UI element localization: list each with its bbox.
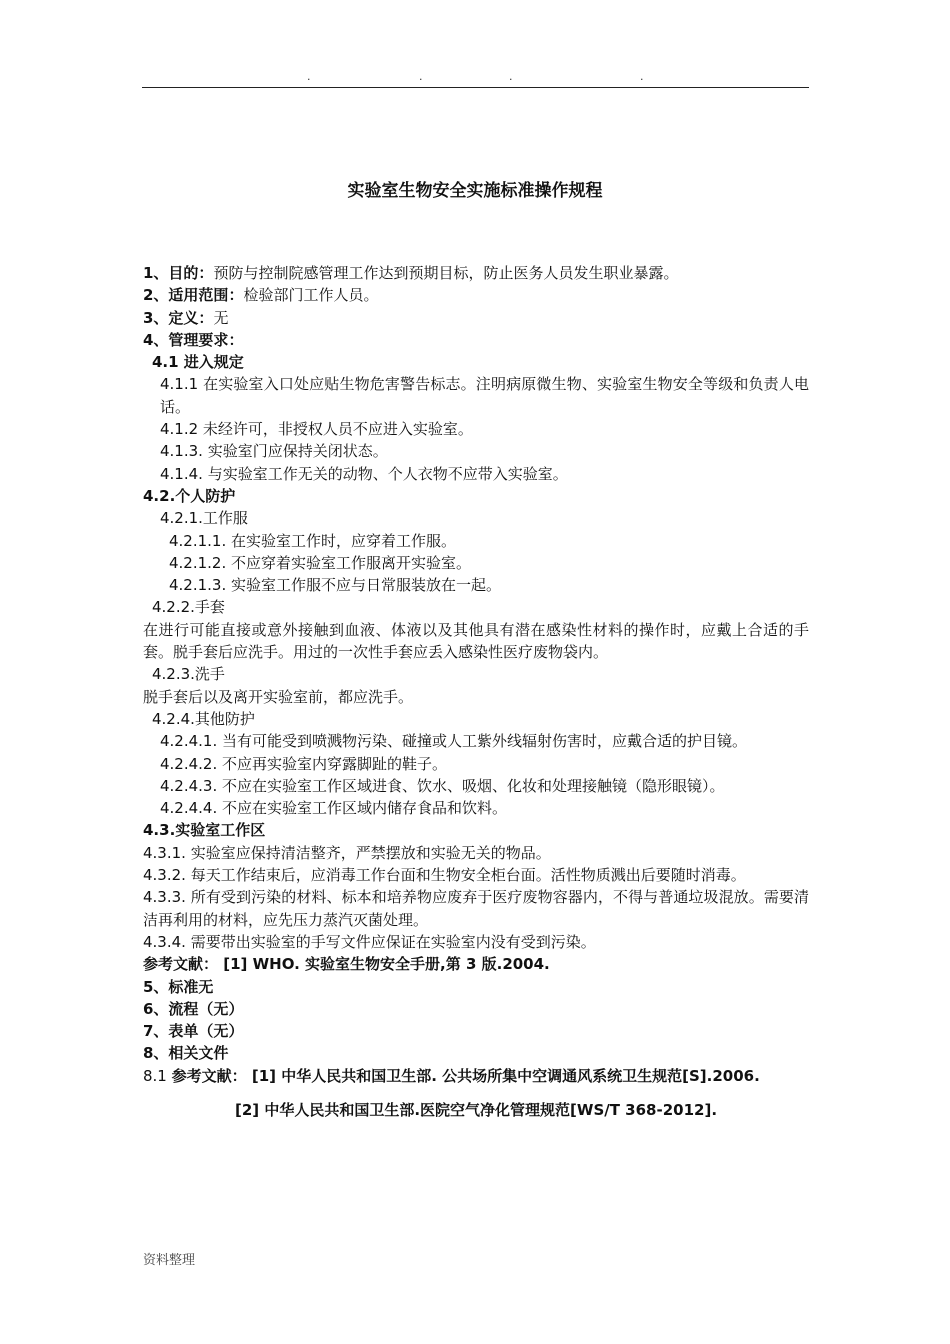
section-text: 无 [213, 308, 229, 327]
header-dot: . [640, 70, 644, 83]
section-text: 检验部门工作人员。 [243, 286, 379, 305]
document-title: 实验室生物安全实施标准操作规程 [347, 181, 603, 201]
section-5: 5、标准无 [143, 977, 214, 996]
heading-4-2: 4.2.个人防护 [143, 486, 236, 505]
section-8: 8、相关文件 [143, 1044, 229, 1063]
section-text: 预防与控制院感管理工作达到预期目标，防止医务人员发生职业暴露。 [213, 264, 679, 282]
paragraph-4-2-2: 在进行可能直接或意外接触到血液、体液以及其他具有潜在感染性材料的操作时，应戴上合适的手套。脱手套后应洗手。用过的一次性手套应丢入感染性医疗废物袋内。 [143, 620, 809, 662]
section-3 [143, 307, 809, 329]
item-4-2-4-3: 4.2.4.3. 不应在实验室工作区域进食、饮水、吸烟、化妆和处理接触镜（隐形眼镜）。 [160, 776, 725, 795]
reference-1: 参考文献： [1] WHO. 实验室生物安全手册,第 3 版.2004. [143, 955, 550, 974]
item-4-3-1: 4.3.1. 实验室应保持清洁整齐，严禁摆放和实验无关的物品。 [143, 843, 551, 862]
item-8-1 [143, 1065, 809, 1087]
item-4-2-4-4: 4.2.4.4. 不应在实验室工作区域内储存食品和饮料。 [160, 799, 508, 818]
section-label: 2、适用范围： [143, 286, 244, 305]
item-4-1-4: 4.1.4. 与实验室工作无关的动物、个人衣物不应带入实验室。 [160, 464, 568, 483]
paragraph-4-2-3: 脱手套后以及离开实验室前，都应洗手。 [143, 687, 414, 706]
reference-2: [2] 中华人民共和国卫生部.医院空气净化管理规范[WS/T 368-2012]. [234, 1100, 718, 1119]
header-dots [0, 70, 950, 84]
heading-4-2-3: 4.2.3.洗手 [152, 665, 225, 684]
item-text: 参考文献： [1] 中华人民共和国卫生部. 公共场所集中空调通风系统卫生规范[S].2006. [171, 1066, 760, 1085]
item-4-3-4: 4.3.4. 需要带出实验室的手写文件应保证在实验室内没有受到污染。 [143, 932, 596, 951]
section-label: 3、定义： [143, 308, 214, 327]
heading-4-2-2: 4.2.2.手套 [152, 598, 225, 617]
item-4-2-1-1: 4.2.1.1. 在实验室工作时，应穿着工作服。 [169, 531, 457, 550]
item-4-1-2: 4.1.2 未经许可，非授权人员不应进入实验室。 [160, 420, 473, 439]
section-7: 7、表单（无） [143, 1022, 244, 1041]
section-4: 4、管理要求： [143, 330, 244, 349]
heading-4-2-1: 4.2.1.工作服 [160, 509, 248, 528]
item-4-1-1: 4.1.1 在实验室入口处应贴生物危害警告标志。注明病原微生物、实验室生物安全等级和负责人电话。 [160, 375, 809, 416]
item-4-2-1-2: 4.2.1.2. 不应穿着实验室工作服离开实验室。 [169, 553, 472, 572]
heading-4-3: 4.3.实验室工作区 [143, 821, 266, 840]
header-rule [142, 87, 809, 88]
item-number: 8.1 [143, 1066, 172, 1085]
item-4-2-1-3: 4.2.1.3. 实验室工作服不应与日常服装放在一起。 [169, 576, 502, 595]
section-1 [143, 262, 809, 284]
header-dot: . [419, 70, 423, 83]
section-2 [143, 284, 809, 306]
item-4-3-3: 4.3.3. 所有受到污染的材料、标本和培养物应废弃于医疗废物容器内，不得与普通垃圾混放。需要清洁再利用的材料，应先压力蒸汽灭菌处理。 [143, 888, 809, 929]
heading-4-1: 4.1 进入规定 [152, 353, 244, 372]
header-dot: . [509, 70, 513, 83]
document-body [143, 262, 809, 1121]
item-4-3-2: 4.3.2. 每天工作结束后，应消毒工作台面和生物安全柜台面。活性物质溅出后要随时消毒。 [143, 866, 746, 885]
footer-text: 资料整理 [143, 1253, 196, 1268]
item-4-1-3: 4.1.3. 实验室门应保持关闭状态。 [160, 442, 388, 461]
item-4-2-4-2: 4.2.4.2. 不应再实验室内穿露脚趾的鞋子。 [160, 754, 448, 773]
item-4-2-4-1: 4.2.4.1. 当有可能受到喷溅物污染、碰撞或人工紫外线辐射伤害时，应戴合适的护目镜。 [160, 732, 748, 751]
header-dot: . [307, 70, 311, 83]
section-6: 6、流程（无） [143, 999, 244, 1018]
section-label: 1、目的： [143, 264, 214, 282]
heading-4-2-4: 4.2.4.其他防护 [152, 709, 255, 728]
